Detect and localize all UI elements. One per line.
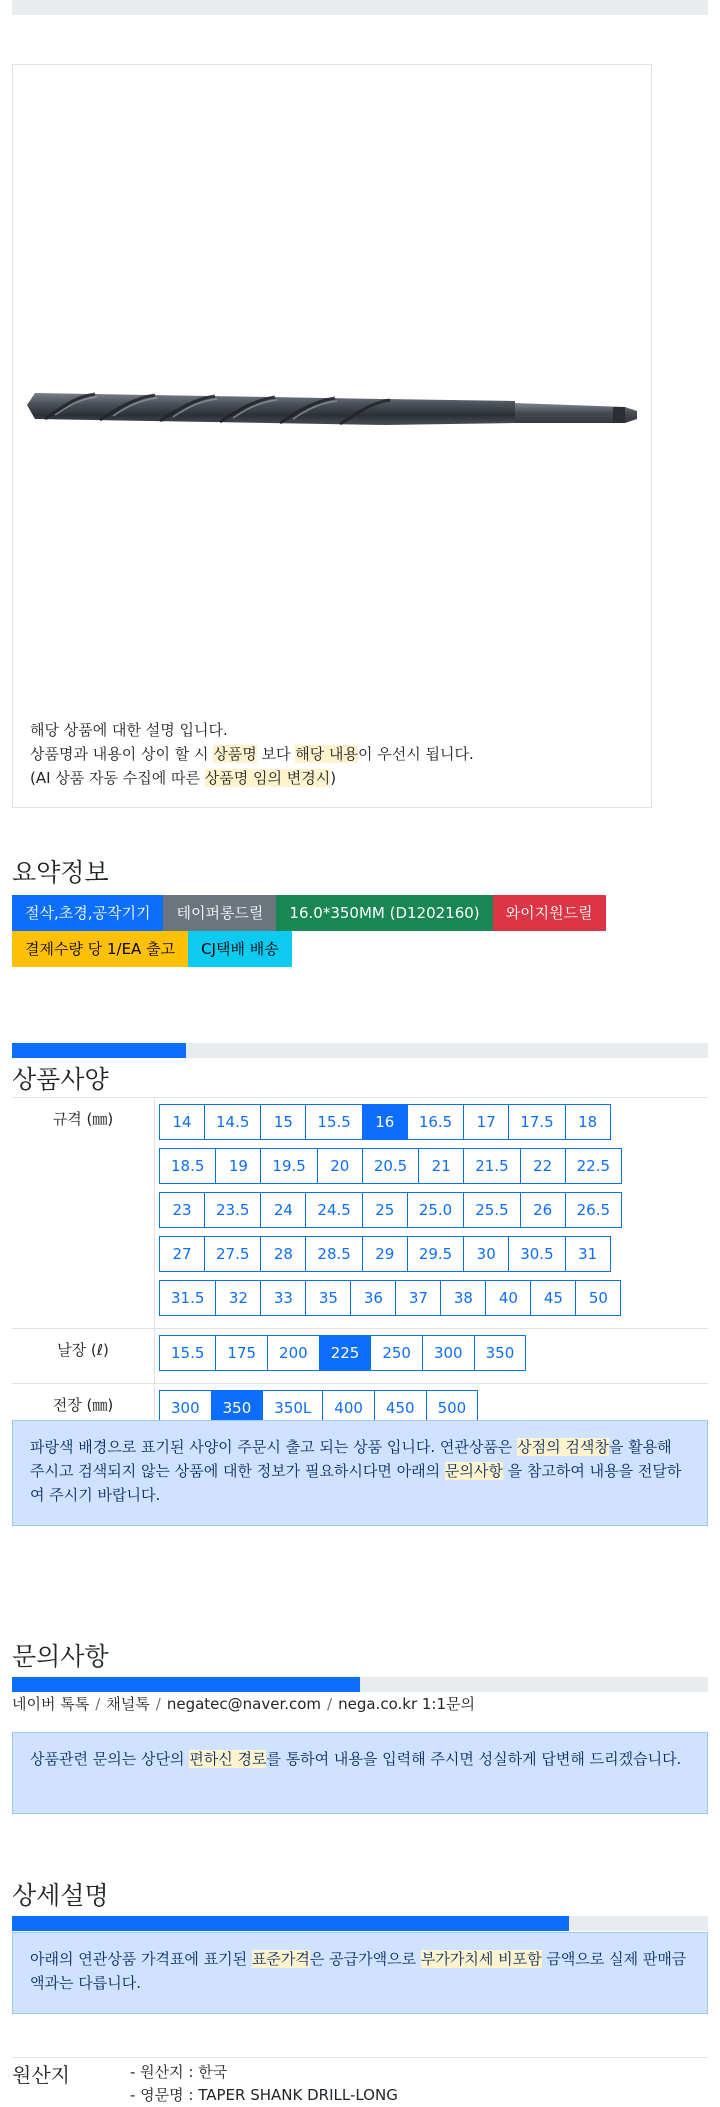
spec-option[interactable]: 25.0 bbox=[407, 1192, 464, 1228]
detail-progress-fill bbox=[12, 1916, 569, 1931]
desc-line-3: (AI 상품 자동 수집에 따른 상품명 임의 변경시) bbox=[30, 769, 337, 787]
spec-option[interactable]: 14 bbox=[159, 1104, 205, 1140]
spec-option[interactable]: 22 bbox=[520, 1148, 566, 1184]
spec-option[interactable]: 25 bbox=[362, 1192, 408, 1228]
link-1on1[interactable]: nega.co.kr 1:1문의 bbox=[338, 1695, 475, 1713]
spec-row-options bbox=[155, 1329, 709, 1384]
inquiry-links: 네이버 톡톡 / 채널톡 / negatec@naver.com / nega.co.kr 1:1문의 bbox=[12, 1695, 475, 1713]
spec-option[interactable]: 14.5 bbox=[204, 1104, 261, 1140]
spec-option[interactable]: 32 bbox=[215, 1280, 261, 1316]
spec-option[interactable]: 24.5 bbox=[305, 1192, 362, 1228]
inquiry-progress-bar bbox=[12, 1677, 708, 1692]
spec-option[interactable]: 15.5 bbox=[159, 1335, 216, 1371]
spec-option[interactable]: 38 bbox=[440, 1280, 486, 1316]
spec-option[interactable]: 200 bbox=[267, 1335, 320, 1371]
spec-option[interactable]: 26.5 bbox=[565, 1192, 622, 1228]
spec-option[interactable]: 23 bbox=[159, 1192, 205, 1228]
summary-title: 요약정보 bbox=[12, 858, 109, 887]
spec-option[interactable]: 31.5 bbox=[159, 1280, 216, 1316]
inquiry-title: 문의사항 bbox=[12, 1642, 109, 1671]
origin-country: - 원산지 : 한국 bbox=[130, 2063, 228, 2081]
spec-notice: 파랑색 배경으로 표기된 사양이 주문시 출고 되는 상품 입니다. 연관상품은 상점의 검색창을 활용해 주시고 검색되지 않는 상품에 대한 정보가 필요하시다면 아래의 문의사항 을 참고하여 내용을 전달하여 주시기 바랍니다. bbox=[12, 1420, 708, 1526]
spec-option[interactable]: 18.5 bbox=[159, 1148, 216, 1184]
spec-option[interactable]: 26 bbox=[520, 1192, 566, 1228]
inquiry-progress-fill bbox=[12, 1677, 360, 1692]
summary-badge: 16.0*350MM (D1202160) bbox=[276, 895, 492, 931]
summary-badge: 테이퍼롱드릴 bbox=[163, 895, 276, 931]
spec-option[interactable]: 30 bbox=[463, 1236, 509, 1272]
spec-option[interactable]: 35 bbox=[305, 1280, 351, 1316]
spec-option[interactable]: 400 bbox=[322, 1390, 375, 1426]
spec-option-selected[interactable]: 16 bbox=[362, 1104, 408, 1140]
spec-row-label: 규격 (㎜) bbox=[12, 1098, 155, 1329]
spec-option[interactable]: 40 bbox=[485, 1280, 531, 1316]
product-description bbox=[30, 718, 474, 790]
spec-option[interactable]: 350 bbox=[474, 1335, 527, 1371]
detail-progress-bar bbox=[12, 1916, 708, 1931]
spec-option[interactable]: 27.5 bbox=[204, 1236, 261, 1272]
spec-option[interactable]: 450 bbox=[374, 1390, 427, 1426]
specs-title: 상품사양 bbox=[12, 1065, 109, 1094]
product-image-box bbox=[12, 64, 652, 808]
origin-english-name: - 영문명 : TAPER SHANK DRILL-LONG bbox=[130, 2086, 398, 2104]
spec-option[interactable]: 500 bbox=[426, 1390, 479, 1426]
spec-option[interactable]: 27 bbox=[159, 1236, 205, 1272]
spec-option-selected[interactable]: 225 bbox=[319, 1335, 372, 1371]
spec-row-label: 전장 (㎜) bbox=[12, 1384, 155, 1439]
spec-option[interactable]: 37 bbox=[395, 1280, 441, 1316]
spec-option[interactable]: 25.5 bbox=[463, 1192, 520, 1228]
spec-option[interactable]: 15 bbox=[260, 1104, 306, 1140]
spec-option[interactable]: 24 bbox=[260, 1192, 306, 1228]
specs-progress-fill bbox=[12, 1043, 186, 1058]
spec-option[interactable]: 45 bbox=[530, 1280, 576, 1316]
spec-option[interactable]: 16.5 bbox=[407, 1104, 464, 1140]
spec-table bbox=[12, 1097, 708, 1439]
spec-option[interactable]: 33 bbox=[260, 1280, 306, 1316]
spec-option[interactable]: 17.5 bbox=[508, 1104, 565, 1140]
spec-option[interactable]: 21.5 bbox=[463, 1148, 520, 1184]
desc-line-2: 상품명과 내용이 상이 할 시 상품명 보다 해당 내용이 우선시 됩니다. bbox=[30, 745, 474, 763]
detail-notice: 아래의 연관상품 가격표에 표기된 표준가격은 공급가액으로 부가가치세 비포함 금액으로 실제 판매금액과는 다릅니다. bbox=[12, 1932, 708, 2014]
summary-badge: 와이지원드릴 bbox=[493, 895, 606, 931]
spec-option[interactable]: 29.5 bbox=[407, 1236, 464, 1272]
spec-option[interactable]: 17 bbox=[463, 1104, 509, 1140]
inquiry-notice: 상품관련 문의는 상단의 편하신 경로를 통하여 내용을 입력해 주시면 성실하게 답변해 드리겠습니다. bbox=[12, 1732, 708, 1814]
spec-option[interactable]: 250 bbox=[370, 1335, 423, 1371]
spec-row bbox=[12, 1329, 708, 1384]
origin-values bbox=[130, 2061, 398, 2107]
spec-option[interactable]: 300 bbox=[159, 1390, 212, 1426]
summary-badge: 결제수량 당 1/EA 출고 bbox=[12, 931, 188, 967]
spec-option[interactable]: 20.5 bbox=[362, 1148, 419, 1184]
spec-option[interactable]: 175 bbox=[215, 1335, 268, 1371]
spec-row-label: 날장 (ℓ) bbox=[12, 1329, 155, 1384]
origin-label: 원산지 bbox=[12, 2063, 70, 2087]
summary-badge: 절삭,초경,공작기기 bbox=[12, 895, 163, 931]
desc-line-1: 해당 상품에 대한 설명 입니다. bbox=[30, 721, 228, 739]
spec-option[interactable]: 350L bbox=[262, 1390, 323, 1426]
product-image bbox=[25, 375, 637, 439]
spec-option[interactable]: 50 bbox=[575, 1280, 621, 1316]
spec-option[interactable]: 29 bbox=[362, 1236, 408, 1272]
summary-badges bbox=[12, 895, 632, 967]
spec-option-selected[interactable]: 350 bbox=[211, 1390, 264, 1426]
spec-row-options bbox=[155, 1098, 709, 1329]
link-naver-talktalk[interactable]: 네이버 톡톡 bbox=[12, 1695, 90, 1713]
origin-divider bbox=[12, 2057, 708, 2058]
spec-option[interactable]: 22.5 bbox=[565, 1148, 622, 1184]
spec-option[interactable]: 20 bbox=[317, 1148, 363, 1184]
detail-title: 상세설명 bbox=[12, 1881, 109, 1910]
spec-option[interactable]: 28.5 bbox=[305, 1236, 362, 1272]
spec-option[interactable]: 36 bbox=[350, 1280, 396, 1316]
spec-option[interactable]: 19 bbox=[215, 1148, 261, 1184]
spec-option[interactable]: 21 bbox=[418, 1148, 464, 1184]
spec-option[interactable]: 30.5 bbox=[508, 1236, 565, 1272]
link-email[interactable]: negatec@naver.com bbox=[166, 1695, 322, 1713]
spec-row bbox=[12, 1098, 708, 1329]
spec-option[interactable]: 23.5 bbox=[204, 1192, 261, 1228]
summary-badge: CJ택배 배송 bbox=[188, 931, 292, 967]
top-progress-bar bbox=[12, 0, 708, 15]
spec-option[interactable]: 28 bbox=[260, 1236, 306, 1272]
spec-option[interactable]: 19.5 bbox=[260, 1148, 317, 1184]
spec-option[interactable]: 18 bbox=[565, 1104, 611, 1140]
spec-option[interactable]: 15.5 bbox=[305, 1104, 362, 1140]
link-channeltalk[interactable]: 채널톡 bbox=[106, 1695, 150, 1713]
spec-option[interactable]: 31 bbox=[565, 1236, 611, 1272]
specs-progress-bar bbox=[12, 1043, 708, 1058]
spec-option[interactable]: 300 bbox=[422, 1335, 475, 1371]
